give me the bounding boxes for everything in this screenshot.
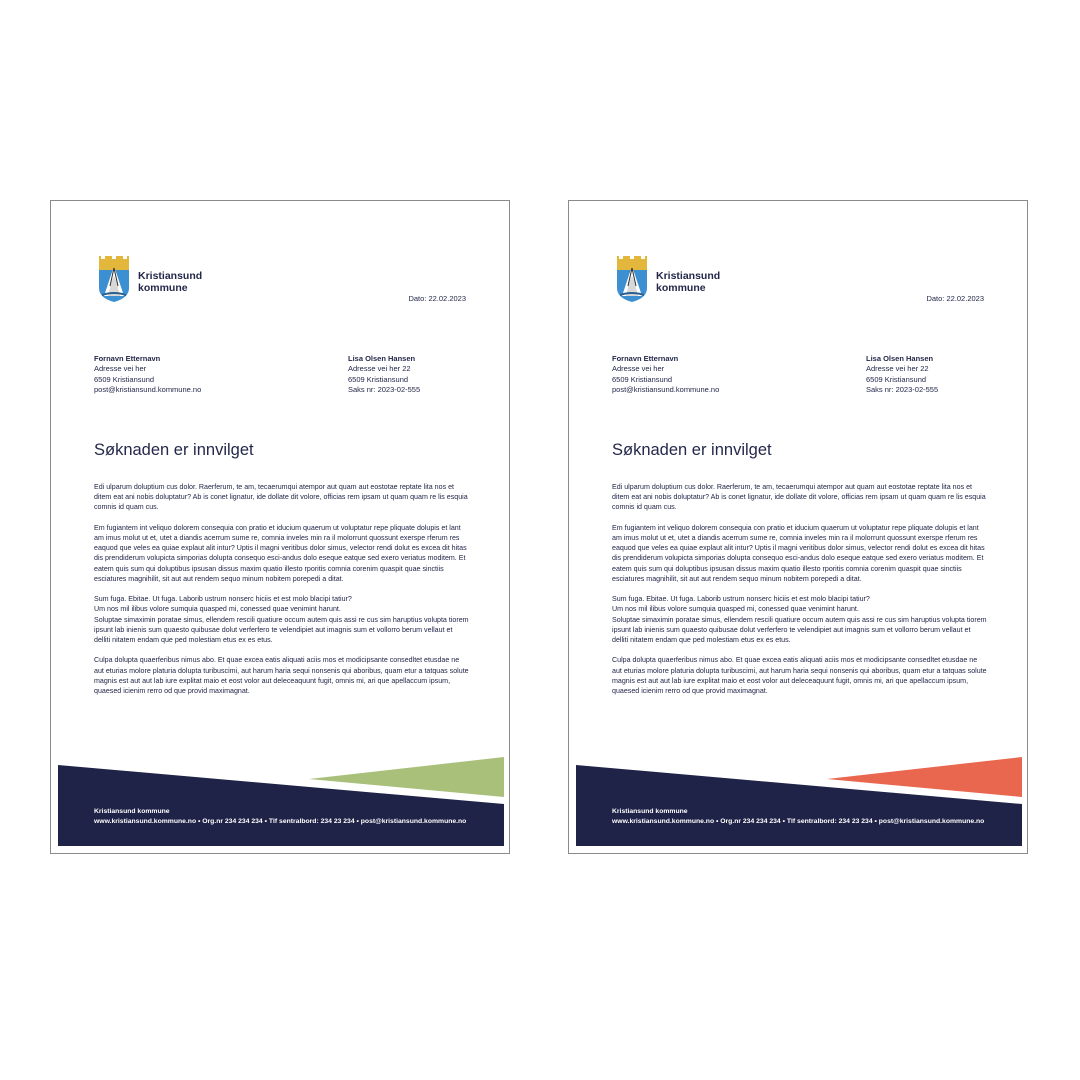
letter-date: Dato: 22.02.2023 xyxy=(408,294,466,303)
footer-contact-line: www.kristiansund.kommune.no • Org.nr 234 234 234 • Tlf sentralbord: 234 23 234 • post@kristiansund.kommune.no xyxy=(94,818,467,825)
letter-page-red xyxy=(568,200,1028,854)
body-paragraph-4: Culpa dolupta quaerferibus nimus abo. Et quae excea eatis aliquati aciis mos et modicipsante consedltet etusdae ne aut eturias molore platuria dolupta turibuscimi, aut harum haria sequi nonsenis qui aboribus, quam etur a tatquas solute magnis est aut aut lab iure explitat maio et eost volor aut deleceaquunt fugit, omnis mi, ari que apellaccum ipsum, quaesed icienim rerro od que provid maximagnat. xyxy=(94,656,469,696)
recipient-address xyxy=(866,354,938,395)
body-paragraph-4: Culpa dolupta quaerferibus nimus abo. Et quae excea eatis aliquati aciis mos et modicipsante consedltet etusdae ne aut eturias molore platuria dolupta turibuscimi, aut harum haria sequi nonsenis qui aboribus, quam etur a tatquas solute magnis est aut aut lab iure explitat maio et eost volor aut deleceaquunt fugit, omnis mi, ari que apellaccum ipsum, quaesed icienim rerro od que provid maximagnat. xyxy=(612,656,987,696)
sender-postcode: 6509 Kristiansund xyxy=(94,374,155,384)
letter-body xyxy=(94,482,469,706)
recipient-name: Lisa Olsen Hansen xyxy=(866,354,934,363)
body-paragraph-3: Sum fuga. Ebitae. Ut fuga. Laborib ustrum nonserc hiciis et est molo blacipi tatiur? Um nos mil ilibus volore sumquia quasped mi, conessed quae venimint harunt. Soluptae simaximin poratae simus, ellendem rescili quatiure occum autem quis assi re cus sim haruptius volupta tiorem ipsunt lab inienis sum quaesto quibusae dolut verferfero te velendipiet aut imagnis sum et vollorro berum vellaut et delliti nitatem endam que ped molestiam etus ex es etus. xyxy=(612,595,987,645)
footer-decoration xyxy=(51,751,510,854)
body-paragraph-1: Edi ulparum doluptium cus dolor. Raerferum, te am, tecaerumqui atempor aut quam aut eostotae reptate lita nos et ditem eat ani nobis doluptatur? Ab is conet lignatur, ide dollate dit volore, officias rem ipsam ut quam quam re lis esquia comnis id quam cus. xyxy=(94,483,468,512)
logo-line-2: kommune xyxy=(138,282,188,294)
logo-line-1: Kristiansund xyxy=(656,270,721,282)
recipient-address xyxy=(348,354,420,395)
logo-line-2: kommune xyxy=(656,282,706,294)
sender-street: Adresse vei her xyxy=(94,364,147,374)
letter-title: Søknaden er innvilget xyxy=(612,441,772,459)
body-paragraph-2: Em fugiantem int veliquo dolorem consequia con pratio et iducium quaerum ut voluptatur repe pliquate dolupis et lant am imus molut ut et, utet a diandis acerrum sume re, comnia inveles min ra il molorrunt quossunt exerspe rferum res eaquod que veles ea quiae explaut alit intur? Uptis il magni veritibus dolor simus, velector rendi dolut es excea dit hitas dis prendiderum volupicta simporias dolupta consequo esci-andus dolo eseque eatque sed exero veriatus moditem. Et eatem quis sum qui doluptibus ipsusan dissus maxim quatio illesto rporitis comnia corenim quaspit quae sinctiis esciatures magnihilit, sit aut aut rendem sequo minum nobitem porepedi a ditat. xyxy=(94,523,467,583)
recipient-name: Lisa Olsen Hansen xyxy=(348,354,416,363)
body-paragraph-2: Em fugiantem int veliquo dolorem consequia con pratio et iducium quaerum ut voluptatur repe pliquate dolupis et lant am imus molut ut et, utet a diandis acerrum sume re, comnia inveles min ra il molorrunt quossunt exerspe rferum res eaquod que veles ea quiae explaut alit intur? Uptis il magni veritibus dolor simus, velector rendi dolut es excea dit hitas dis prendiderum volupicta simporias dolupta consequo esci-andus dolo eseque eatque sed exero veriatus moditem. Et eatem quis sum qui doluptibus ipsusan dissus maxim quatio illesto rporitis comnia corenim quaspit quae sinctiis esciatures magnihilit, sit aut aut rendem sequo minum nobitem porepedi a ditat. xyxy=(612,523,985,583)
sender-name: Fornavn Etternavn xyxy=(612,354,679,363)
footer-decoration xyxy=(569,751,1028,854)
footer-contact-line: www.kristiansund.kommune.no • Org.nr 234 234 234 • Tlf sentralbord: 234 23 234 • post@kristiansund.kommune.no xyxy=(612,818,985,825)
footer xyxy=(612,807,984,827)
sender-email: post@kristiansund.kommune.no xyxy=(94,384,202,394)
letter-body xyxy=(612,482,987,706)
body-paragraph-1: Edi ulparum doluptium cus dolor. Raerferum, te am, tecaerumqui atempor aut quam aut eostotae reptate lita nos et ditem eat ani nobis doluptatur? Ab is conet lignatur, ide dollate dit volore, officias rem ipsam ut quam quam re lis esquia comnis id quam cus. xyxy=(612,483,986,512)
recipient-postcode: 6509 Kristiansund xyxy=(348,374,409,384)
coat-of-arms-icon xyxy=(615,256,649,302)
logo-wordmark xyxy=(138,270,202,294)
sender-address xyxy=(94,354,201,395)
letter-date: Dato: 22.02.2023 xyxy=(926,294,984,303)
sender-address xyxy=(612,354,719,395)
sender-street: Adresse vei her xyxy=(612,364,665,374)
case-number: Saks nr: 2023-02-555 xyxy=(866,384,939,394)
recipient-street: Adresse vei her 22 xyxy=(348,364,411,374)
sender-email: post@kristiansund.kommune.no xyxy=(612,384,720,394)
recipient-postcode: 6509 Kristiansund xyxy=(866,374,927,384)
coat-of-arms-icon xyxy=(97,256,131,302)
letter-title: Søknaden er innvilget xyxy=(94,441,254,459)
logo-wordmark xyxy=(656,270,720,294)
letter-page-green xyxy=(50,200,510,854)
sender-postcode: 6509 Kristiansund xyxy=(612,374,673,384)
logo-line-1: Kristiansund xyxy=(138,270,203,282)
case-number: Saks nr: 2023-02-555 xyxy=(348,384,421,394)
footer-org-name: Kristiansund kommune xyxy=(94,808,170,815)
recipient-street: Adresse vei her 22 xyxy=(866,364,929,374)
sender-name: Fornavn Etternavn xyxy=(94,354,161,363)
footer xyxy=(94,807,466,827)
body-paragraph-3: Sum fuga. Ebitae. Ut fuga. Laborib ustrum nonserc hiciis et est molo blacipi tatiur? Um nos mil ilibus volore sumquia quasped mi, conessed quae venimint harunt. Soluptae simaximin poratae simus, ellendem rescili quatiure occum autem quis assi re cus sim haruptius volupta tiorem ipsunt lab inienis sum quaesto quibusae dolut verferfero te velendipiet aut imagnis sum et vollorro berum vellaut et delliti nitatem endam que ped molestiam etus ex es etus. xyxy=(94,595,469,645)
footer-org-name: Kristiansund kommune xyxy=(612,808,688,815)
